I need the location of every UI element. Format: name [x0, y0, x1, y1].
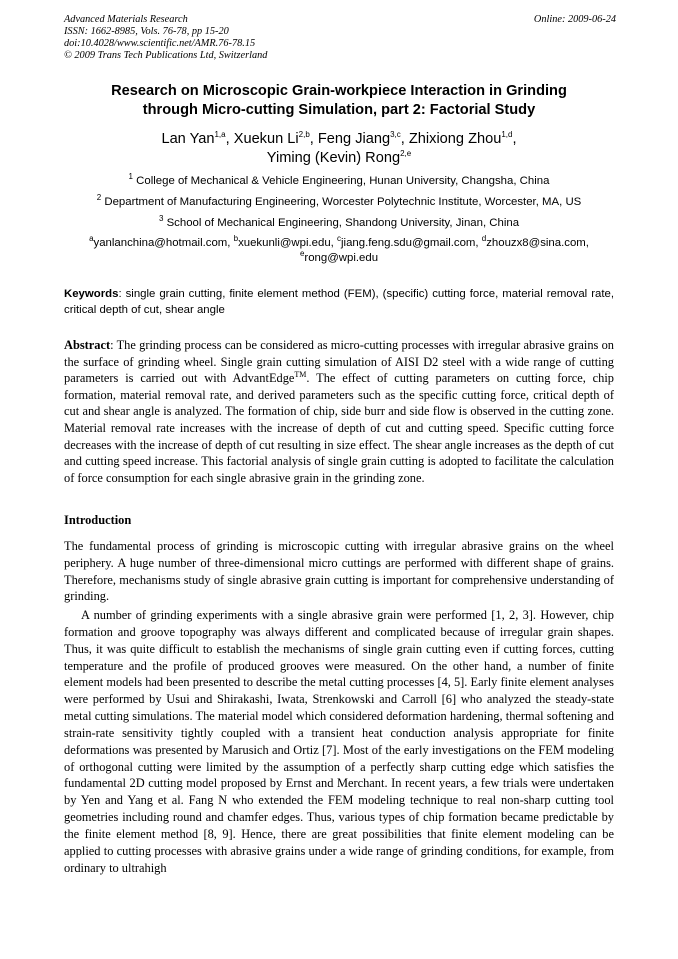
author-separator: ,: [309, 131, 318, 147]
author-affil-mark: 1,a: [214, 130, 226, 140]
affiliation-2: [64, 195, 614, 209]
title-line-1: Research on Microscopic Grain-workpiece Interaction in Grinding: [111, 83, 567, 99]
abstract-label: Abstract: [64, 338, 111, 352]
copyright-line: © 2009 Trans Tech Publications Ltd, Switzerland: [64, 50, 268, 61]
keywords-label: Keywords: [64, 288, 119, 300]
email-line-1: [64, 236, 614, 251]
affiliation-number: 2: [96, 193, 102, 203]
email-mark: c: [337, 234, 342, 244]
author-name: Feng Jiang: [317, 131, 391, 147]
email-mark: e: [299, 249, 305, 259]
journal-name: Advanced Materials Research: [64, 14, 188, 25]
email-mark: a: [89, 234, 94, 244]
title-line-2: through Micro-cutting Simulation, part 2: Factorial Study: [142, 102, 536, 118]
email-address: yanlanchina@hotmail.com,: [93, 237, 234, 249]
author-affil-mark: 3,c: [390, 130, 401, 140]
email-address: jiang.feng.sdu@gmail.com,: [341, 237, 482, 249]
author-line-1: [64, 130, 614, 149]
email-mark: d: [481, 234, 487, 244]
author-name: Yiming (Kevin) Rong: [266, 150, 401, 166]
author-emails: [64, 236, 614, 266]
affiliation-text: College of Mechanical & Vehicle Engineering, Hunan University, Changsha, China: [136, 175, 550, 187]
author-affil-mark: 2,b: [298, 130, 310, 140]
author-name: Zhixiong Zhou: [408, 131, 502, 147]
email-address: xuekunli@wpi.edu,: [238, 237, 338, 249]
online-date: Online: 2009-06-24: [533, 14, 616, 25]
abstract-text: : The grinding process can be considered as micro-cutting processes with irregular abrasive grains on the surface of grinding wheel. Single grain cutting simulation of AISI D2 steel with a wide range of cutting parameters is carried out with AdvantEdge: [64, 338, 614, 386]
author-name: Lan Yan: [161, 131, 215, 147]
email-address: rong@wpi.edu: [304, 252, 379, 264]
abstract-text-continued: . The effect of cutting parameters on cutting force, chip formation, material removal rate, and derived parameters such as the specific cutting force, critical depth of cut and shear angle is analyzed. The formation of chip, side burr and side flow is observed in the cutting zone. Material removal rate increases with the increase of depth of cut and cutting speed. Specific cutting force decreases with the increase of depth of cut resulting in size effect. The shear angle increases as the depth of cut and cutting speed increase. This factorial analysis of single grain cutting is adopted to facilitate the calculation of force consumption for each single abrasive grain in the grinding zone.: [64, 371, 614, 485]
section-heading-introduction: Introduction: [64, 513, 132, 527]
paper-title: [64, 82, 614, 120]
author-affil-mark: 2,e: [400, 149, 412, 159]
affiliation-text: Department of Manufacturing Engineering, Worcester Polytechnic Institute, Worcester, MA, US: [104, 196, 582, 208]
email-address: zhouzx8@sina.com,: [486, 237, 589, 249]
affiliation-text: School of Mechanical Engineering, Shandong University, Jinan, China: [166, 217, 520, 229]
journal-header: [64, 14, 267, 62]
author-separator: ,: [400, 131, 409, 147]
intro-paragraph-1: The fundamental process of grinding is microscopic cutting with irregular abrasive grains on the wheel periphery. A huge number of three-dimensional micro cuttings are performed with different shape of grains. Therefore, mechanisms study of single abrasive grain cutting is important for comprehensive understanding of grinding.: [64, 539, 614, 604]
affiliation-1: [64, 174, 614, 188]
email-mark: b: [233, 234, 239, 244]
author-line-2: [64, 149, 614, 168]
intro-paragraph-2: A number of grinding experiments with a single abrasive grain were performed [1, 2, 3]. However, chip formation and groove topography was always different and complicated because of irregular grain shapes. Thus, it was quite difficult to establish the mechanisms of single grain cutting even if cutting forces, cutting temperature and the profile of produced grooves were measured. On the other hand, a number of finite element models had been presented to describe the metal cutting processes [4, 5]. Early finite element analyses were performed by Usui and Shirakashi, Iwata, Strenkowski and Carroll [6] who analyzed the steady-state metal cutting simulations. The material model which considered deformation hardening, thermal softening and strain-rate sensitivity tightly coupled with a transient heat conduction analysis appropriate for finite deformations was presented by Marusich and Ortiz [7]. Most of the early investigations on the FEM modeling of orthogonal cutting were limited by the assumption of a perfectly sharp cutting edge which satisfies the fundamental 2D cutting model proposed by Ernst and Merchant. In recent years, a few trials were undertaken by Yen and Yang et al. Fang N who extended the FEM modeling technique to real non-sharp cutting tool geometries including round and chamfer edges. Thus, various types of chip formation became predictable by the finite element method [8, 9]. Hence, there are great possibilities that finite element modeling can be applied to cutting processes with abrasive grains under a wide range of grinding conditions, for example, from ordinary to ultrahigh: [64, 608, 614, 875]
author-separator: ,: [225, 131, 234, 147]
keywords-text: : single grain cutting, finite element method (FEM), (specific) cutting force, material removal rate, critical depth of cut, shear angle: [64, 288, 614, 316]
issn-line: ISSN: 1662-8985, Vols. 76-78, pp 15-20: [64, 26, 229, 37]
affiliation-number: 1: [128, 172, 133, 182]
doi-line: doi:10.4028/www.scientific.net/AMR.76-78.15: [64, 38, 256, 49]
affiliation-number: 3: [158, 214, 164, 224]
author-name: Xuekun Li: [233, 131, 299, 147]
author-list: [64, 130, 614, 168]
author-affil-mark: 1,d: [501, 130, 513, 140]
abstract: [64, 337, 614, 486]
trademark-mark: TM: [294, 370, 307, 380]
affiliation-3: [64, 216, 614, 230]
author-separator: ,: [512, 131, 517, 147]
keywords: [64, 286, 614, 318]
email-line-2: [64, 251, 614, 266]
